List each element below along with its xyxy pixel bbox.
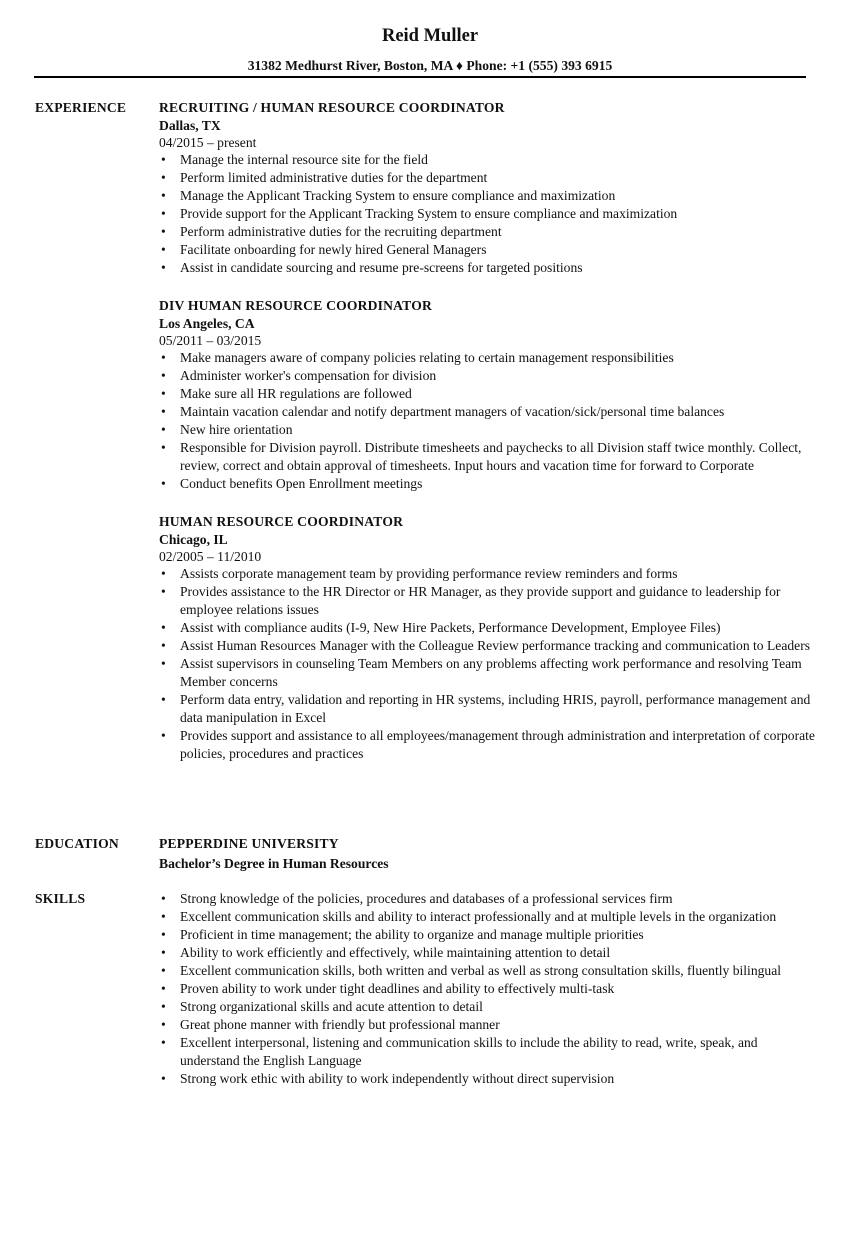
list-item: • Assist supervisors in counseling Team Members on any problems affecting work performance and resolving Team Member concerns bbox=[159, 655, 819, 691]
skills-body bbox=[159, 890, 819, 1088]
list-item: • Make managers aware of company policies relating to certain management responsibilities bbox=[159, 349, 819, 367]
candidate-name: Reid Muller bbox=[381, 26, 479, 46]
list-item: • Great phone manner with friendly but professional manner bbox=[159, 1016, 819, 1034]
list-item: • Make sure all HR regulations are followed bbox=[159, 385, 819, 403]
job-bullets bbox=[159, 151, 819, 277]
experience-body bbox=[159, 99, 819, 783]
list-item: • Administer worker's compensation for division bbox=[159, 367, 819, 385]
job-entry bbox=[159, 513, 819, 763]
list-item: • Perform administrative duties for the recruiting department bbox=[159, 223, 819, 241]
list-item: • Provide support for the Applicant Tracking System to ensure compliance and maximization bbox=[159, 205, 819, 223]
list-item: • Provides assistance to the HR Director or HR Manager, as they provide support and guidance to leadership for employee relations issues bbox=[159, 583, 819, 619]
job-dates: 04/2015 – present bbox=[159, 135, 257, 150]
list-item: • Assist with compliance audits (I-9, New Hire Packets, Performance Development, Employee Files) bbox=[159, 619, 819, 637]
list-item: • Assist Human Resources Manager with the Colleague Review performance tracking and communication to Leaders bbox=[159, 637, 819, 655]
list-item: • Excellent communication skills and ability to interact professionally and at multiple levels in the organization bbox=[159, 908, 819, 926]
job-entry bbox=[159, 297, 819, 493]
job-entry bbox=[159, 99, 819, 277]
header-divider bbox=[34, 76, 806, 78]
list-item: • Responsible for Division payroll. Distribute timesheets and paychecks to all Division staff twice monthly. Collect, review, correct and obtain approval of timesheets. Input hours and vacation time for forward to Corporate bbox=[159, 439, 819, 475]
list-item: • Excellent communication skills, both written and verbal as well as strong consultation skills, fluently bilingual bbox=[159, 962, 819, 980]
list-item: • Strong organizational skills and acute attention to detail bbox=[159, 998, 819, 1016]
list-item: • Perform data entry, validation and reporting in HR systems, including HRIS, payroll, performance management and data manipulation in Excel bbox=[159, 691, 819, 727]
job-dates: 05/2011 – 03/2015 bbox=[159, 333, 262, 348]
list-item: • Maintain vacation calendar and notify department managers of vacation/sick/personal time balances bbox=[159, 403, 819, 421]
job-location: Chicago, IL bbox=[159, 532, 228, 547]
education-body bbox=[159, 835, 819, 873]
resume-header bbox=[0, 0, 860, 75]
job-title: HUMAN RESOURCE COORDINATOR bbox=[159, 514, 404, 529]
list-item: • Excellent interpersonal, listening and communication skills to include the ability to read, write, speak, and understand the English Language bbox=[159, 1034, 819, 1070]
list-item: • Conduct benefits Open Enrollment meetings bbox=[159, 475, 819, 493]
contact-line: 31382 Medhurst River, Boston, MA ♦ Phone: +1 (555) 393 6915 bbox=[247, 58, 613, 73]
list-item: • Manage the Applicant Tracking System to ensure compliance and maximization bbox=[159, 187, 819, 205]
degree-name: Bachelor’s Degree in Human Resources bbox=[159, 856, 389, 871]
job-title: RECRUITING / HUMAN RESOURCE COORDINATOR bbox=[159, 100, 505, 115]
list-item: • Assists corporate management team by providing performance review reminders and forms bbox=[159, 565, 819, 583]
list-item: • Ability to work efficiently and effectively, while maintaining attention to detail bbox=[159, 944, 819, 962]
skills-list bbox=[159, 890, 819, 1088]
list-item: • Strong knowledge of the policies, procedures and databases of a professional services firm bbox=[159, 890, 819, 908]
job-dates: 02/2005 – 11/2010 bbox=[159, 549, 262, 564]
job-bullets bbox=[159, 349, 819, 493]
list-item: • Proven ability to work under tight deadlines and ability to effectively multi-task bbox=[159, 980, 819, 998]
job-bullets bbox=[159, 565, 819, 763]
list-item: • Manage the internal resource site for the field bbox=[159, 151, 819, 169]
list-item: • Assist in candidate sourcing and resume pre-screens for targeted positions bbox=[159, 259, 819, 277]
job-location: Los Angeles, CA bbox=[159, 316, 255, 331]
section-label-education: EDUCATION bbox=[35, 836, 119, 851]
job-title: DIV HUMAN RESOURCE COORDINATOR bbox=[159, 298, 432, 313]
list-item: • Strong work ethic with ability to work independently without direct supervision bbox=[159, 1070, 819, 1088]
list-item: • Perform limited administrative duties for the department bbox=[159, 169, 819, 187]
list-item: • Facilitate onboarding for newly hired General Managers bbox=[159, 241, 819, 259]
section-label-experience: EXPERIENCE bbox=[35, 100, 127, 115]
list-item: • New hire orientation bbox=[159, 421, 819, 439]
job-location: Dallas, TX bbox=[159, 118, 221, 133]
school-name: PEPPERDINE UNIVERSITY bbox=[159, 836, 339, 851]
list-item: • Proficient in time management; the ability to organize and manage multiple priorities bbox=[159, 926, 819, 944]
section-label-skills: SKILLS bbox=[35, 891, 86, 906]
list-item: • Provides support and assistance to all employees/management through administration and interpretation of corporate policies, procedures and practices bbox=[159, 727, 819, 763]
